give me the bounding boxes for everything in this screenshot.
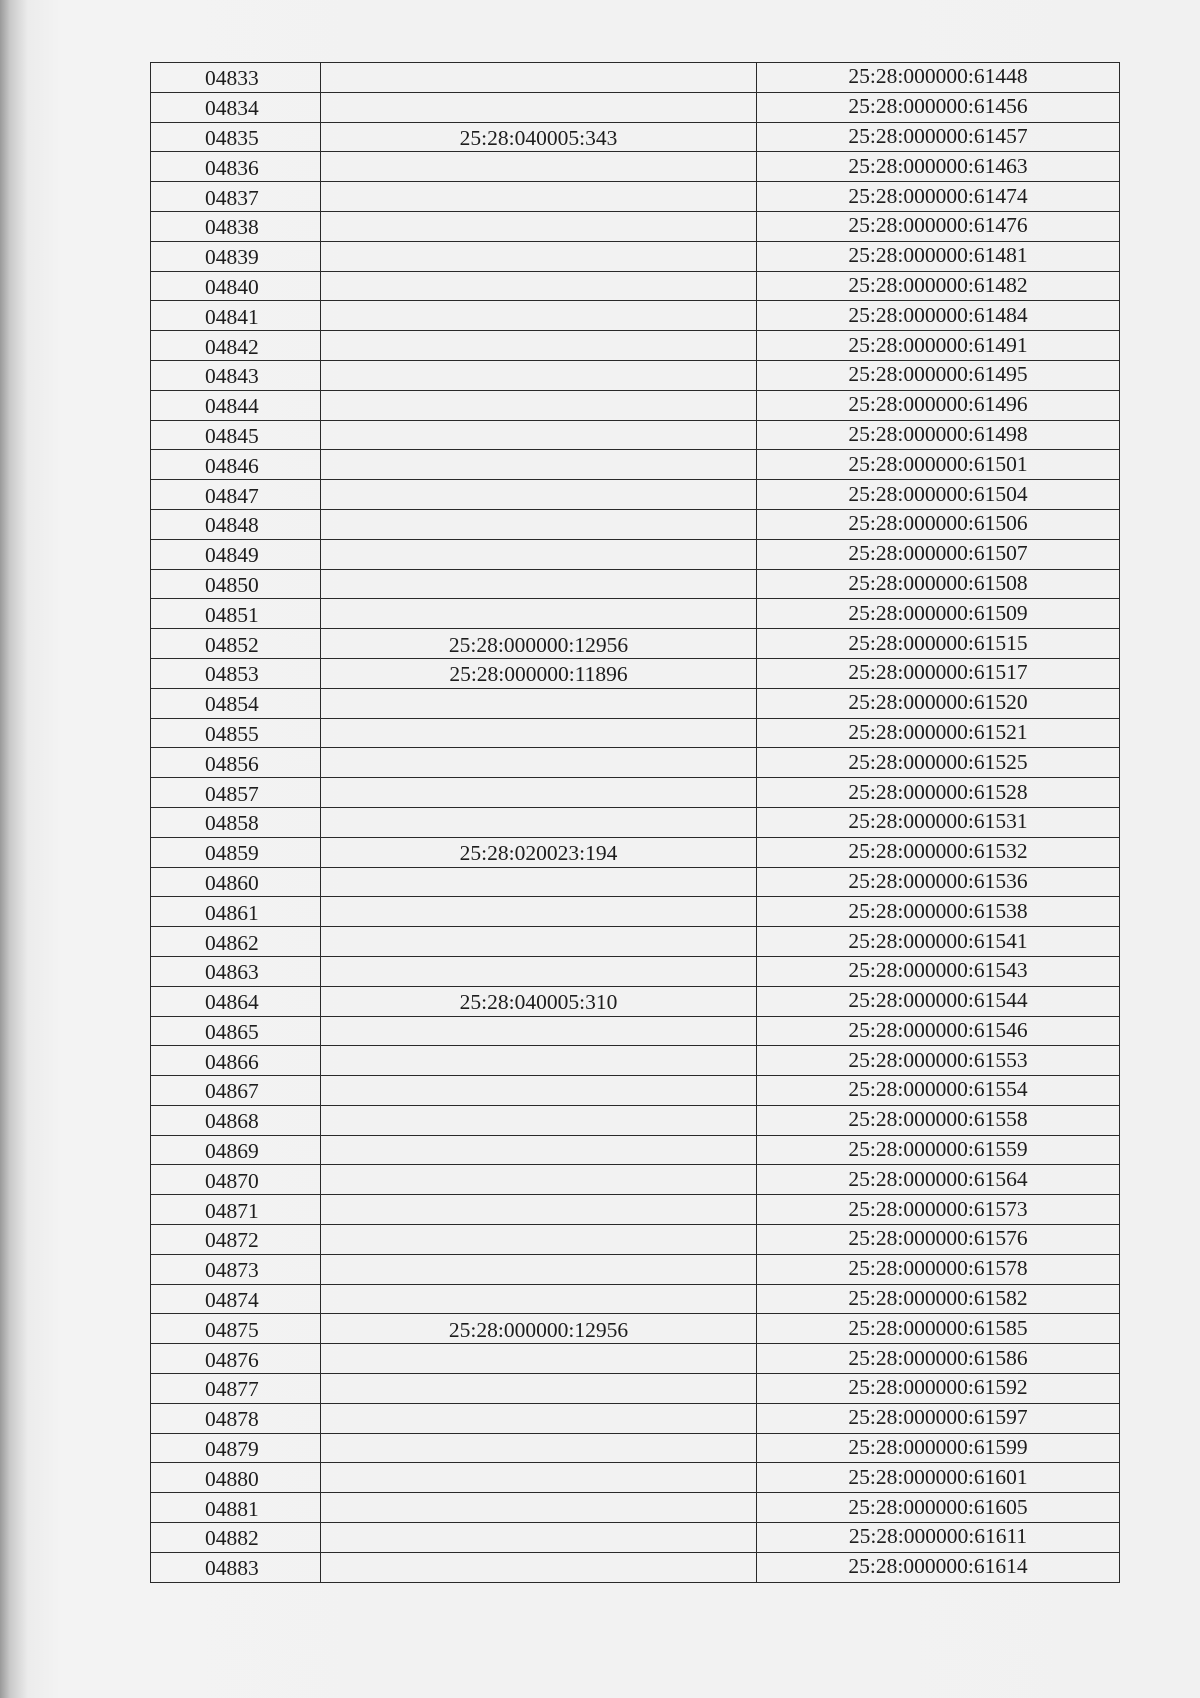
- row-number-cell: 04861: [151, 897, 321, 927]
- parcel-number-cell: 25:28:040005:310: [321, 986, 757, 1016]
- cadastral-number-cell: 25:28:000000:61528: [757, 778, 1120, 808]
- cadastral-number-cell: 25:28:000000:61586: [757, 1344, 1120, 1374]
- table-row: [151, 182, 1120, 212]
- row-number-cell: 04870: [151, 1165, 321, 1195]
- table-row: [151, 271, 1120, 301]
- parcel-number-cell: [321, 182, 757, 212]
- table-row: [151, 539, 1120, 569]
- row-number-cell: 04855: [151, 718, 321, 748]
- table-row: [151, 390, 1120, 420]
- row-number-cell: 04851: [151, 599, 321, 629]
- row-number-cell: 04871: [151, 1195, 321, 1225]
- table-row: [151, 63, 1120, 93]
- row-number-cell: 04875: [151, 1314, 321, 1344]
- parcel-number-cell: [321, 1135, 757, 1165]
- cadastral-number-cell: 25:28:000000:61578: [757, 1254, 1120, 1284]
- row-number-cell: 04858: [151, 807, 321, 837]
- parcel-number-cell: [321, 1165, 757, 1195]
- parcel-number-cell: 25:28:040005:343: [321, 122, 757, 152]
- parcel-number-cell: [321, 897, 757, 927]
- table-row: [151, 867, 1120, 897]
- parcel-number-cell: [321, 63, 757, 93]
- row-number-cell: 04842: [151, 331, 321, 361]
- parcel-number-cell: 25:28:000000:11896: [321, 658, 757, 688]
- parcel-number-cell: [321, 599, 757, 629]
- cadastral-number-cell: 25:28:000000:61495: [757, 360, 1120, 390]
- parcel-number-cell: 25:28:020023:194: [321, 837, 757, 867]
- table-row: [151, 569, 1120, 599]
- parcel-number-cell: [321, 509, 757, 539]
- row-number-cell: 04862: [151, 927, 321, 957]
- cadastral-number-cell: 25:28:000000:61481: [757, 241, 1120, 271]
- table-row: [151, 480, 1120, 510]
- parcel-number-cell: [321, 450, 757, 480]
- row-number-cell: 04850: [151, 569, 321, 599]
- row-number-cell: 04876: [151, 1344, 321, 1374]
- table-row: [151, 1046, 1120, 1076]
- table-row: [151, 807, 1120, 837]
- table-row: [151, 956, 1120, 986]
- row-number-cell: 04836: [151, 152, 321, 182]
- table-row: [151, 629, 1120, 659]
- table-row: [151, 1403, 1120, 1433]
- row-number-cell: 04835: [151, 122, 321, 152]
- parcel-number-cell: [321, 539, 757, 569]
- registry-table-body: [151, 63, 1120, 1583]
- cadastral-number-cell: 25:28:000000:61506: [757, 509, 1120, 539]
- row-number-cell: 04846: [151, 450, 321, 480]
- row-number-cell: 04847: [151, 480, 321, 510]
- parcel-number-cell: [321, 1076, 757, 1106]
- row-number-cell: 04834: [151, 92, 321, 122]
- row-number-cell: 04856: [151, 748, 321, 778]
- parcel-number-cell: [321, 1284, 757, 1314]
- table-row: [151, 331, 1120, 361]
- table-row: [151, 986, 1120, 1016]
- row-number-cell: 04849: [151, 539, 321, 569]
- cadastral-number-cell: 25:28:000000:61515: [757, 629, 1120, 659]
- row-number-cell: 04860: [151, 867, 321, 897]
- cadastral-number-cell: 25:28:000000:61592: [757, 1374, 1120, 1404]
- parcel-number-cell: [321, 1463, 757, 1493]
- parcel-number-cell: [321, 1046, 757, 1076]
- row-number-cell: 04874: [151, 1284, 321, 1314]
- cadastral-number-cell: 25:28:000000:61599: [757, 1433, 1120, 1463]
- table-row: [151, 1135, 1120, 1165]
- parcel-number-cell: [321, 1552, 757, 1582]
- parcel-number-cell: [321, 331, 757, 361]
- cadastral-number-cell: 25:28:000000:61536: [757, 867, 1120, 897]
- table-row: [151, 241, 1120, 271]
- row-number-cell: 04853: [151, 658, 321, 688]
- cadastral-number-cell: 25:28:000000:61582: [757, 1284, 1120, 1314]
- row-number-cell: 04838: [151, 211, 321, 241]
- parcel-number-cell: [321, 1016, 757, 1046]
- parcel-number-cell: [321, 152, 757, 182]
- parcel-number-cell: [321, 748, 757, 778]
- table-row: [151, 658, 1120, 688]
- row-number-cell: 04877: [151, 1374, 321, 1404]
- table-row: [151, 1076, 1120, 1106]
- cadastral-number-cell: 25:28:000000:61491: [757, 331, 1120, 361]
- parcel-number-cell: [321, 569, 757, 599]
- table-row: [151, 1433, 1120, 1463]
- cadastral-number-cell: 25:28:000000:61543: [757, 956, 1120, 986]
- parcel-number-cell: [321, 1374, 757, 1404]
- row-number-cell: 04833: [151, 63, 321, 93]
- row-number-cell: 04878: [151, 1403, 321, 1433]
- row-number-cell: 04868: [151, 1105, 321, 1135]
- cadastral-number-cell: 25:28:000000:61463: [757, 152, 1120, 182]
- table-row: [151, 420, 1120, 450]
- parcel-number-cell: [321, 241, 757, 271]
- cadastral-number-cell: 25:28:000000:61504: [757, 480, 1120, 510]
- row-number-cell: 04880: [151, 1463, 321, 1493]
- table-row: [151, 1105, 1120, 1135]
- cadastral-number-cell: 25:28:000000:61448: [757, 63, 1120, 93]
- row-number-cell: 04852: [151, 629, 321, 659]
- table-row: [151, 1463, 1120, 1493]
- cadastral-number-cell: 25:28:000000:61597: [757, 1403, 1120, 1433]
- parcel-number-cell: [321, 1195, 757, 1225]
- table-row: [151, 718, 1120, 748]
- table-row: [151, 748, 1120, 778]
- row-number-cell: 04839: [151, 241, 321, 271]
- cadastral-number-cell: 25:28:000000:61457: [757, 122, 1120, 152]
- cadastral-number-cell: 25:28:000000:61508: [757, 569, 1120, 599]
- table-row: [151, 360, 1120, 390]
- row-number-cell: 04883: [151, 1552, 321, 1582]
- cadastral-number-cell: 25:28:000000:61456: [757, 92, 1120, 122]
- table-row: [151, 1374, 1120, 1404]
- row-number-cell: 04865: [151, 1016, 321, 1046]
- table-row: [151, 1523, 1120, 1553]
- row-number-cell: 04840: [151, 271, 321, 301]
- cadastral-number-cell: 25:28:000000:61611: [757, 1523, 1120, 1553]
- table-row: [151, 778, 1120, 808]
- cadastral-number-cell: 25:28:000000:61531: [757, 807, 1120, 837]
- row-number-cell: 04844: [151, 390, 321, 420]
- table-row: [151, 211, 1120, 241]
- cadastral-number-cell: 25:28:000000:61521: [757, 718, 1120, 748]
- cadastral-number-cell: 25:28:000000:61605: [757, 1493, 1120, 1523]
- parcel-number-cell: [321, 1403, 757, 1433]
- cadastral-number-cell: 25:28:000000:61576: [757, 1225, 1120, 1255]
- parcel-number-cell: [321, 956, 757, 986]
- table-row: [151, 1016, 1120, 1046]
- parcel-number-cell: [321, 1344, 757, 1374]
- cadastral-number-cell: 25:28:000000:61601: [757, 1463, 1120, 1493]
- cadastral-number-cell: 25:28:000000:61559: [757, 1135, 1120, 1165]
- parcel-number-cell: [321, 1254, 757, 1284]
- table-row: [151, 509, 1120, 539]
- table-row: [151, 152, 1120, 182]
- parcel-number-cell: 25:28:000000:12956: [321, 1314, 757, 1344]
- row-number-cell: 04837: [151, 182, 321, 212]
- cadastral-number-cell: 25:28:000000:61573: [757, 1195, 1120, 1225]
- row-number-cell: 04872: [151, 1225, 321, 1255]
- row-number-cell: 04864: [151, 986, 321, 1016]
- cadastral-number-cell: 25:28:000000:61517: [757, 658, 1120, 688]
- row-number-cell: 04881: [151, 1493, 321, 1523]
- cadastral-number-cell: 25:28:000000:61532: [757, 837, 1120, 867]
- cadastral-number-cell: 25:28:000000:61474: [757, 182, 1120, 212]
- parcel-number-cell: [321, 1105, 757, 1135]
- registry-table-wrapper: [150, 62, 1119, 1583]
- table-row: [151, 688, 1120, 718]
- table-row: [151, 837, 1120, 867]
- table-row: [151, 1344, 1120, 1374]
- parcel-number-cell: [321, 271, 757, 301]
- table-row: [151, 1284, 1120, 1314]
- table-row: [151, 1225, 1120, 1255]
- parcel-number-cell: [321, 807, 757, 837]
- table-row: [151, 92, 1120, 122]
- table-row: [151, 1195, 1120, 1225]
- table-row: [151, 1254, 1120, 1284]
- table-row: [151, 1552, 1120, 1582]
- row-number-cell: 04879: [151, 1433, 321, 1463]
- parcel-number-cell: [321, 1225, 757, 1255]
- cadastral-number-cell: 25:28:000000:61520: [757, 688, 1120, 718]
- parcel-number-cell: [321, 480, 757, 510]
- row-number-cell: 04869: [151, 1135, 321, 1165]
- parcel-number-cell: [321, 420, 757, 450]
- cadastral-number-cell: 25:28:000000:61476: [757, 211, 1120, 241]
- cadastral-number-cell: 25:28:000000:61538: [757, 897, 1120, 927]
- row-number-cell: 04873: [151, 1254, 321, 1284]
- table-row: [151, 122, 1120, 152]
- cadastral-number-cell: 25:28:000000:61482: [757, 271, 1120, 301]
- table-row: [151, 1165, 1120, 1195]
- table-row: [151, 1314, 1120, 1344]
- parcel-number-cell: [321, 360, 757, 390]
- cadastral-number-cell: 25:28:000000:61585: [757, 1314, 1120, 1344]
- cadastral-number-cell: 25:28:000000:61564: [757, 1165, 1120, 1195]
- parcel-number-cell: [321, 390, 757, 420]
- parcel-number-cell: [321, 927, 757, 957]
- parcel-number-cell: [321, 211, 757, 241]
- table-row: [151, 1493, 1120, 1523]
- parcel-number-cell: [321, 1523, 757, 1553]
- parcel-number-cell: [321, 688, 757, 718]
- cadastral-number-cell: 25:28:000000:61553: [757, 1046, 1120, 1076]
- table-row: [151, 599, 1120, 629]
- row-number-cell: 04882: [151, 1523, 321, 1553]
- parcel-number-cell: [321, 718, 757, 748]
- cadastral-number-cell: 25:28:000000:61509: [757, 599, 1120, 629]
- cadastral-number-cell: 25:28:000000:61544: [757, 986, 1120, 1016]
- row-number-cell: 04848: [151, 509, 321, 539]
- row-number-cell: 04854: [151, 688, 321, 718]
- parcel-number-cell: [321, 301, 757, 331]
- table-row: [151, 897, 1120, 927]
- cadastral-number-cell: 25:28:000000:61498: [757, 420, 1120, 450]
- cadastral-number-cell: 25:28:000000:61614: [757, 1552, 1120, 1582]
- cadastral-number-cell: 25:28:000000:61558: [757, 1105, 1120, 1135]
- row-number-cell: 04867: [151, 1076, 321, 1106]
- parcel-number-cell: [321, 1493, 757, 1523]
- table-row: [151, 450, 1120, 480]
- parcel-number-cell: [321, 92, 757, 122]
- parcel-number-cell: [321, 778, 757, 808]
- parcel-number-cell: 25:28:000000:12956: [321, 629, 757, 659]
- cadastral-number-cell: 25:28:000000:61484: [757, 301, 1120, 331]
- row-number-cell: 04866: [151, 1046, 321, 1076]
- cadastral-number-cell: 25:28:000000:61525: [757, 748, 1120, 778]
- cadastral-number-cell: 25:28:000000:61496: [757, 390, 1120, 420]
- row-number-cell: 04845: [151, 420, 321, 450]
- row-number-cell: 04843: [151, 360, 321, 390]
- table-row: [151, 301, 1120, 331]
- row-number-cell: 04863: [151, 956, 321, 986]
- parcel-number-cell: [321, 867, 757, 897]
- row-number-cell: 04841: [151, 301, 321, 331]
- cadastral-number-cell: 25:28:000000:61546: [757, 1016, 1120, 1046]
- parcel-number-cell: [321, 1433, 757, 1463]
- cadastral-number-cell: 25:28:000000:61554: [757, 1076, 1120, 1106]
- cadastral-number-cell: 25:28:000000:61501: [757, 450, 1120, 480]
- registry-table: [150, 62, 1120, 1583]
- row-number-cell: 04859: [151, 837, 321, 867]
- row-number-cell: 04857: [151, 778, 321, 808]
- cadastral-number-cell: 25:28:000000:61507: [757, 539, 1120, 569]
- cadastral-number-cell: 25:28:000000:61541: [757, 927, 1120, 957]
- table-row: [151, 927, 1120, 957]
